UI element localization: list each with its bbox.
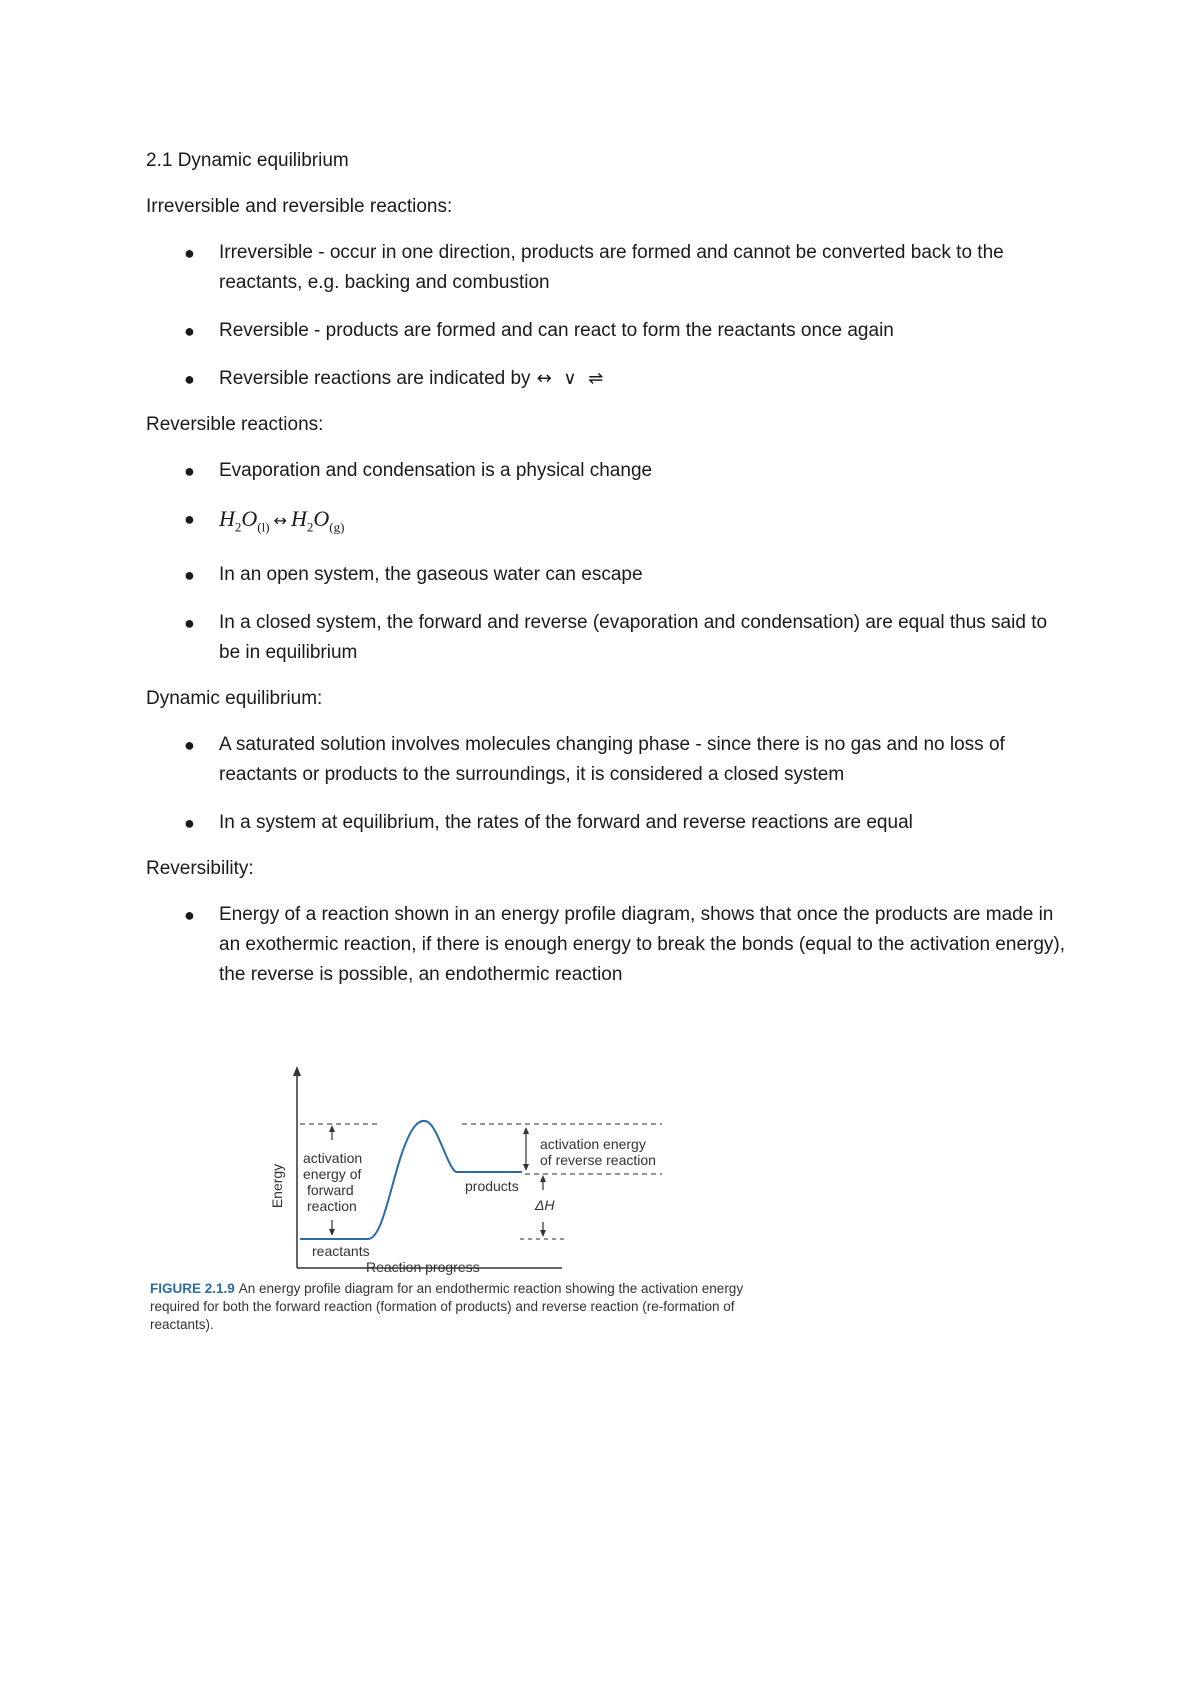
bullet-list-dynamic <box>146 730 1066 838</box>
forward-label-line4: reaction <box>307 1198 357 1214</box>
list-item: ● Reversible - products are formed and can react to form the reactants once again <box>146 316 1066 346</box>
document-body <box>146 146 1066 1006</box>
list-item: ● In a system at equilibrium, the rates of the forward and reverse reactions are equal <box>146 808 1066 838</box>
section-heading-dynamic: Dynamic equilibrium: <box>146 688 323 710</box>
bullet-icon: ● <box>184 613 195 634</box>
reactants-label: reactants <box>312 1243 370 1259</box>
water-equation: $H_2O_{(l)}$ ↔ $H_2O_{(g)}$ <box>219 506 345 535</box>
list-item: ● Reversible reactions are indicated by ↔ ∨ ⇌ <box>146 364 1066 394</box>
list-item: ● Irreversible - occur in one direction, products are formed and cannot be converted back to the reactants, e.g. backing and combustion <box>146 238 1066 298</box>
arrow-down-icon <box>523 1164 529 1171</box>
bullet-icon: ● <box>184 243 195 263</box>
arrow-down-icon <box>329 1229 335 1236</box>
page-title: 2.1 Dynamic equilibrium <box>146 150 349 171</box>
bullet-list-irreversible <box>146 238 1066 394</box>
forward-label-line3: forward <box>307 1182 354 1198</box>
energy-profile-diagram <box>150 1058 750 1278</box>
bullet-list-reversibility <box>146 900 1066 990</box>
list-item: ● In a closed system, the forward and reverse (evaporation and condensation) are equal thus said to be in equilibrium <box>146 608 1066 668</box>
y-axis-label: Energy <box>269 1163 285 1209</box>
delta-h-label: ΔH <box>535 1197 555 1213</box>
arrow-up-icon <box>329 1125 335 1132</box>
list-item: ● In an open system, the gaseous water can escape <box>146 560 1066 590</box>
bullet-icon: ● <box>184 369 195 389</box>
list-item: ● Evaporation and condensation is a physical change <box>146 456 1066 486</box>
figure-caption-text: An energy profile diagram for an endothermic reaction showing the activation energy required for both the forward reaction (formation of products) and reverse reaction (re-formation of reactants). <box>150 1281 744 1332</box>
products-label: products <box>465 1178 519 1194</box>
bullet-icon: ● <box>184 321 195 341</box>
section-heading-reversibility: Reversibility: <box>146 858 254 880</box>
reverse-label-line1: activation energy <box>540 1136 646 1152</box>
arrow-down-icon <box>540 1230 546 1237</box>
forward-label-line1: activation <box>303 1150 363 1166</box>
list-item: ● Energy of a reaction shown in an energy profile diagram, shows that once the products are made in an exothermic reaction, if there is enough energy to break the bonds (equal to the activation energy), the reverse is possible, an endothermic reaction <box>146 900 1066 990</box>
list-item <box>146 504 1066 542</box>
energy-profile-figure <box>150 1058 750 1348</box>
bullet-icon: ● <box>184 461 195 481</box>
bullet-icon: ● <box>184 905 195 926</box>
reversible-symbols: ↔ ∨ ⇌ <box>536 368 607 389</box>
bullet-icon: ● <box>184 565 195 586</box>
arrow-up-icon <box>523 1127 529 1134</box>
section-heading-irreversible: Irreversible and reversible reactions: <box>146 196 453 217</box>
section-heading-reversible: Reversible reactions: <box>146 414 324 435</box>
bullet-icon: ● <box>184 735 195 756</box>
reverse-label-line2: of reverse reaction <box>540 1152 656 1168</box>
bullet-icon: ● <box>184 509 195 529</box>
arrow-up-icon <box>540 1175 546 1182</box>
y-axis-arrow-icon <box>293 1066 301 1076</box>
forward-label-line2: energy of <box>303 1166 362 1182</box>
bullet-icon: ● <box>184 813 195 834</box>
list-item: ● A saturated solution involves molecules changing phase - since there is no gas and no loss of reactants or products to the surroundings, it is considered a closed system <box>146 730 1066 790</box>
bullet-list-reversible <box>146 456 1066 668</box>
figure-caption-label: FIGURE 2.1.9 <box>150 1281 235 1296</box>
x-axis-label: Reaction progress <box>366 1259 480 1275</box>
figure-caption <box>150 1280 750 1334</box>
